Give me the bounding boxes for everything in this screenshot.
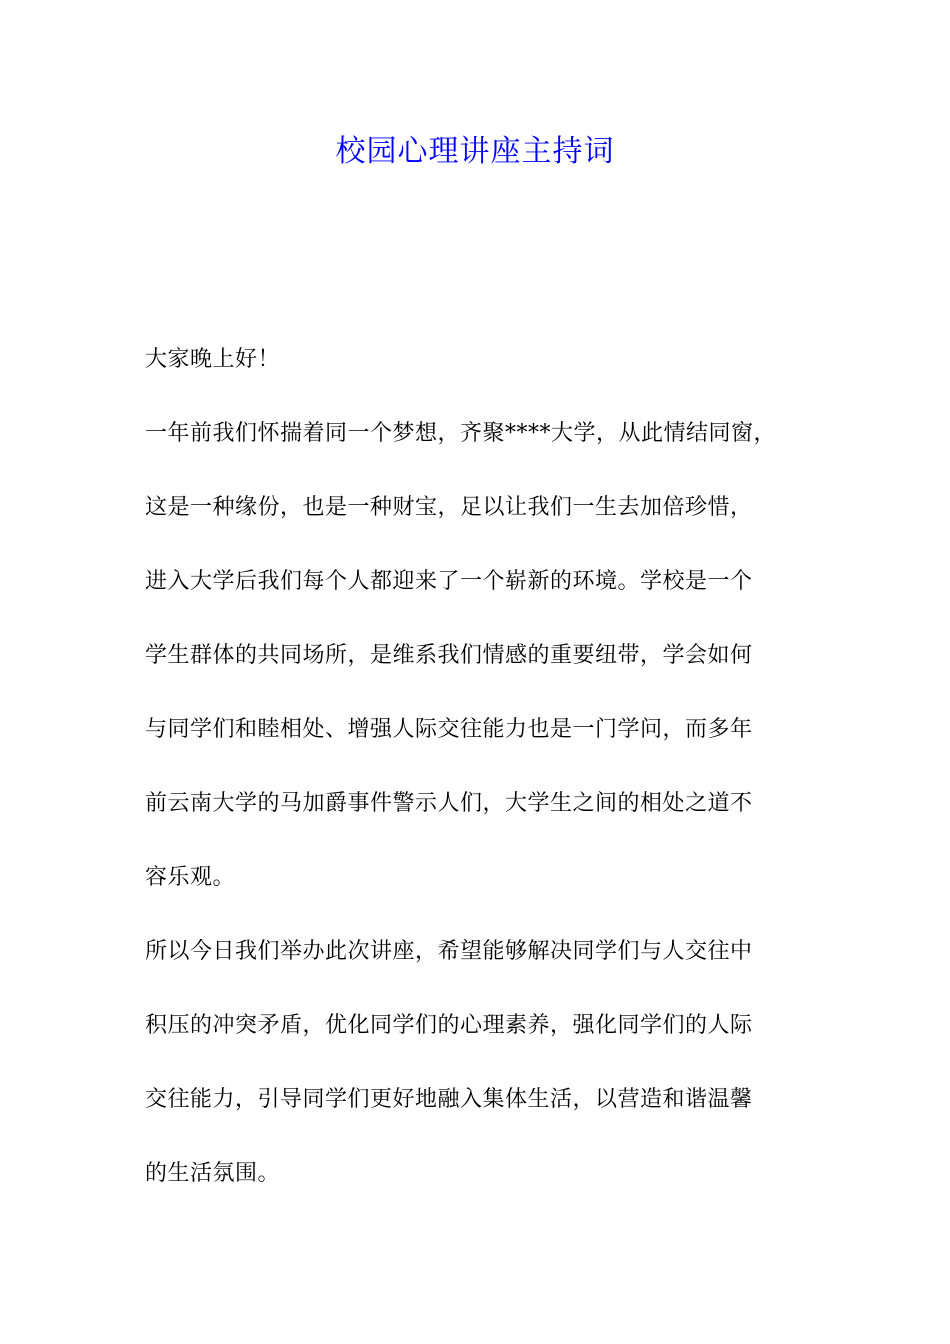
paragraph-line: 这是一种缘份，也是一种财宝，足以让我们一生去加倍珍惜，	[145, 495, 753, 520]
paragraph-line: 一年前我们怀揣着同一个梦想，齐聚****大学，从此情结同窗，	[145, 421, 777, 446]
paragraph-line: 所以今日我们举办此次讲座，希望能够解决同学们与人交往中	[145, 939, 753, 964]
paragraph-line: 与同学们和睦相处、增强人际交往能力也是一门学问，而多年	[145, 717, 753, 742]
document-title: 校园心理讲座主持词	[335, 134, 615, 169]
document-body	[145, 340, 835, 1228]
paragraph-line: 积压的冲突矛盾，优化同学们的心理素养，强化同学们的人际	[145, 1013, 753, 1038]
paragraph-line: 交往能力，引导同学们更好地融入集体生活，以营造和谐温馨	[145, 1087, 753, 1112]
paragraph-line: 容乐观。	[145, 865, 236, 890]
paragraph-line: 大家晚上好！	[145, 347, 281, 372]
paragraph-line: 学生群体的共同场所，是维系我们情感的重要纽带，学会如何	[145, 643, 753, 668]
paragraph-line: 进入大学后我们每个人都迎来了一个崭新的环境。学校是一个	[145, 569, 753, 594]
paragraph-line: 的生活氛围。	[145, 1161, 281, 1186]
paragraph-line: 前云南大学的马加爵事件警示人们，大学生之间的相处之道不	[145, 791, 753, 816]
